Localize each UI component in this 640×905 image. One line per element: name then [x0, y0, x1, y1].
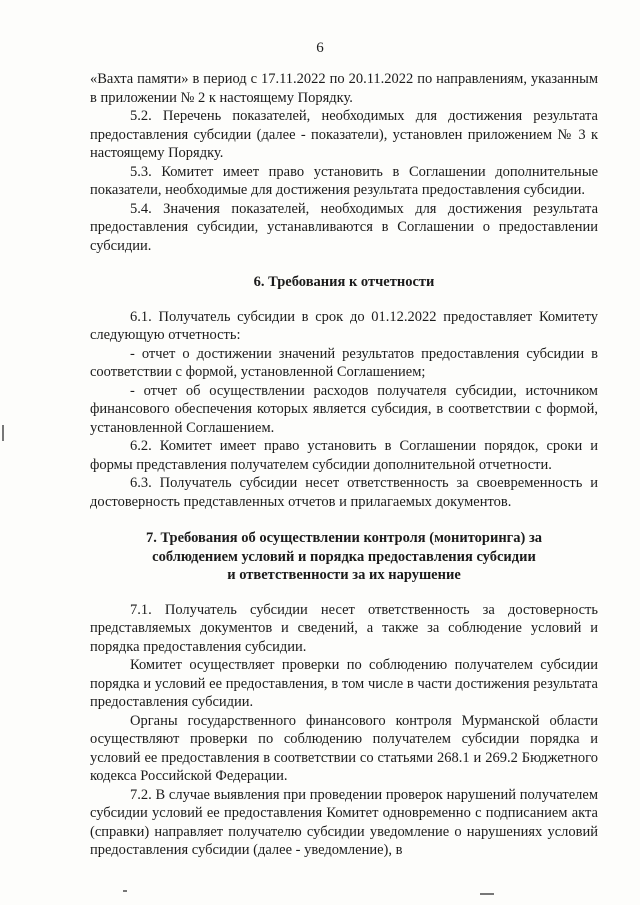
scan-speck [480, 893, 494, 895]
paragraph-6-2: 6.2. Комитет имеет право установить в Соглашении порядок, сроки и формы представления получателем субсидии дополнительной отчетности. [90, 438, 598, 473]
paragraph-6-1: 6.1. Получатель субсидии в срок до 01.12.2022 предоставляет Комитету следующую отчетность: [90, 308, 598, 343]
paragraph-7-1: 7.1. Получатель субсидии несет ответственность за достоверность представляемых документов и сведений, а также за соблюдение условий и порядка предоставления субсидии. [90, 601, 598, 655]
paragraph-5-3: 5.3. Комитет имеет право установить в Соглашении дополнительные показатели, необходимые для достижения результата предоставления субсидии. [90, 163, 598, 198]
paragraph-7-1-committee: Комитет осуществляет проверки по соблюдению получателем субсидии порядка и условий ее предоставления, в том числе в части достижения результата предоставления субсидии. [90, 657, 598, 710]
paragraph-5-4: 5.4. Значения показателей, необходимых для достижения результата предоставления субсидии, устанавливаются в Соглашении о предоставлении субсидии. [90, 200, 598, 254]
document-body [90, 70, 598, 860]
paragraph-6-3: 6.3. Получатель субсидии несет ответственность за своевременность и достоверность представленных отчетов и прилагаемых документов. [90, 475, 598, 510]
scan-edge-mark [2, 425, 4, 441]
paragraph-5-2: 5.2. Перечень показателей, необходимых для достижения результата предоставления субсидии (далее - показатели), установлен приложением № 3 к настоящему Порядку. [90, 108, 598, 161]
section-7-heading-line-1: 7. Требования об осуществлении контроля (мониторинга) за [145, 530, 543, 546]
paragraph-7-1-control-bodies: Органы государственного финансового контроля Мурманской области осуществляют проверки по соблюдению получателем субсидии порядка и условий ее предоставления в соответствии со статьями 268.1 и 269.2 Бюджетного кодекса Российской Федерации. [90, 712, 598, 784]
paragraph-6-1-item-1: - отчет о достижении значений результатов предоставления субсидии в соответствии с формой, установленной Соглашением; [90, 345, 598, 380]
paragraph-7-2: 7.2. В случае выявления при проведении проверок нарушений получателем субсидии условий ее предоставления Комитет одновременно с подписанием акта (справки) направляет получателю субсидии уведомление о нарушениях условий предоставления субсидии (далее - уведомление), в [90, 786, 598, 858]
page-number: 6 [316, 40, 324, 56]
scan-speck [123, 890, 127, 892]
section-7-heading-line-2: соблюдением условий и порядка предоставления субсидии [152, 548, 536, 565]
paragraph-5-1-tail: «Вахта памяти» в период с 17.11.2022 по 20.11.2022 по направлениям, указанным в приложении № 2 к настоящему Порядку. [90, 71, 598, 106]
section-7-heading-line-3: и ответственности за их нарушение [227, 567, 461, 583]
paragraph-6-1-item-2: - отчет об осуществлении расходов получателя субсидии, источником финансового обеспечения которых является субсидия, в соответствии с формой, установленной Соглашением. [90, 382, 598, 436]
section-6-heading: 6. Требования к отчетности [253, 274, 435, 290]
